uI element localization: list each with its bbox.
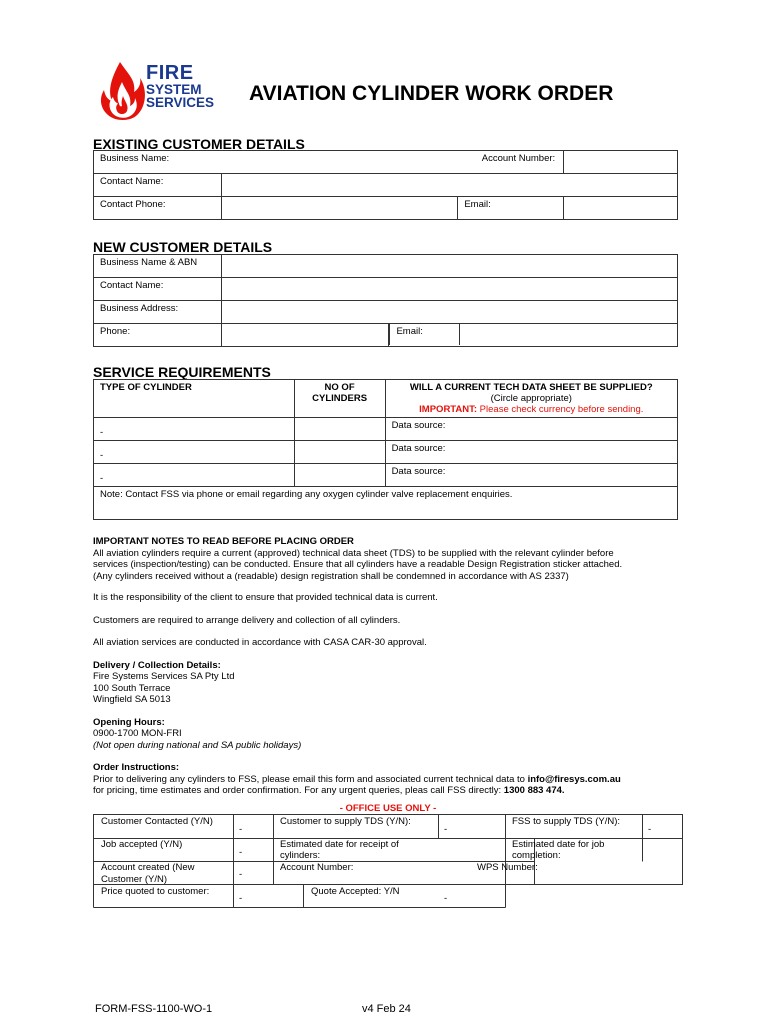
notes-p4: All aviation services are conducted in accordance with CASA CAR-30 approval. [93,637,427,648]
data-source-row-1[interactable] [385,418,677,441]
service-requirements-heading: SERVICE REQUIREMENTS [93,364,271,380]
data-source-label: Data source: [391,443,446,454]
fss-supply-tds-field[interactable]: - [648,824,652,835]
customer-supply-tds-label: Customer to supply TDS (Y/N): [280,816,411,827]
job-accepted-label: Job accepted (Y/N) [101,839,183,850]
job-accepted-field[interactable]: - [239,847,243,858]
important-text: Please check currency before sending. [477,404,644,415]
customer-contacted-label: Customer Contacted (Y/N) [101,816,213,827]
service-table [93,379,678,520]
order-line2 [93,785,693,797]
cylinder-type-row-3[interactable] [94,464,295,487]
est-receipt-line1: Estimated date for receipt of [280,839,399,850]
new-email-field[interactable] [389,324,678,347]
cylinder-count-row-3[interactable] [294,464,385,487]
notes-heading: IMPORTANT NOTES TO READ BEFORE PLACING ORDER [93,536,354,547]
page-title: AVIATION CYLINDER WORK ORDER [249,82,614,105]
est-receipt-label [280,839,399,861]
logo-line-1: FIRE [146,62,194,84]
existing-customer-heading: EXISTING CUSTOMER DETAILS [93,136,305,152]
data-source-row-3[interactable] [385,464,677,487]
email-field[interactable] [564,197,678,220]
order-line1 [93,774,693,786]
new-customer-heading: NEW CUSTOMER DETAILS [93,239,273,255]
form-id: FORM-FSS-1100-WO-1 [95,1003,213,1015]
account-number-field[interactable] [564,151,678,174]
notes-p1-line2: services (inspection/testing) can be conducted. Ensure that all cylinders have a readable Design Registration sticker attached. [93,559,623,570]
est-completion-line1: Estimated date for job [512,839,605,850]
circle-note: (Circle appropriate) [490,393,572,404]
row-2-dash: - [100,450,104,461]
cylinder-count-row-2[interactable] [294,441,385,464]
cylinder-type-row-2[interactable] [94,441,295,464]
office-use-heading: - OFFICE USE ONLY - [339,803,437,814]
business-address-label: Business Address: [94,301,222,324]
oxygen-note: Note: Contact FSS via phone or email regarding any oxygen cylinder valve replacement enquiries. [94,487,678,520]
business-abn-label: Business Name & ABN [94,255,222,278]
new-email-label: Email: [389,324,460,345]
new-contact-name-label: Contact Name: [94,278,222,301]
est-receipt-line2: cylinders: [280,850,321,861]
delivery-line2: 100 South Terrace [93,682,171,694]
hours-line2: (Not open during national and SA public holidays) [93,739,302,751]
contact-phone-label: Contact Phone: [94,197,222,220]
business-name-label: Business Name: [100,153,170,164]
office-use-table [93,814,683,908]
flame-icon [98,60,148,122]
delivery-line1: Fire Systems Services SA Pty Ltd [93,671,235,682]
account-created-label [101,862,194,885]
price-quoted-label: Price quoted to customer: [101,886,210,897]
office-account-number-label: Account Number: [280,862,354,873]
logo-text [146,64,214,109]
order-email-link[interactable]: info@firesys.com.au [527,773,621,785]
order-heading: Order Instructions: [93,762,180,773]
notes-p3: Customers are required to arrange delivery and collection of all cylinders. [93,614,401,626]
col-type-header: TYPE OF CYLINDER [94,380,295,418]
est-completion-line2: completion: [512,850,561,861]
col-tds-header [385,380,677,418]
row-1-dash: - [100,427,104,438]
important-notes [93,536,693,797]
contact-phone-field[interactable] [221,197,458,220]
col-number-line2: CYLINDERS [312,393,368,404]
order-line1-text: Prior to delivering any cylinders to FSS, please email this form and associated current technical data to [93,773,528,785]
delivery-line3: Wingfield SA 5013 [93,694,171,705]
col-number-header [294,380,385,418]
important-note [392,404,671,415]
cylinder-count-row-1[interactable] [294,418,385,441]
contact-name-field[interactable] [221,174,677,197]
data-source-label: Data source: [391,466,446,477]
order-phone: 1300 883 474. [503,785,565,796]
account-created-line1: Account created (New [101,862,195,873]
order-line2-text: for pricing, time estimates and order confirmation. For any urgent queries, pleas call FSS directly: [93,785,504,796]
hours-heading: Opening Hours: [93,716,165,728]
important-label: IMPORTANT: [419,404,478,415]
business-name-field[interactable] [94,151,564,174]
email-label: Email: [458,197,564,220]
new-contact-name-field[interactable] [221,278,677,301]
business-address-field[interactable] [221,301,677,324]
notes-p1-line1: All aviation cylinders require a current (approved) technical data sheet (TDS) to be supplied with the relevant cylinder before [93,547,614,559]
logo-line-2: SYSTEM [146,82,202,97]
data-source-row-2[interactable] [385,441,677,464]
existing-customer-table [93,150,678,220]
notes-p1-line3: (Any cylinders received without a (readable) design registration shall be condemned in accordance with AS 2337) [93,570,569,582]
price-quoted-field[interactable]: - [239,893,243,904]
notes-p2: It is the responsibility of the client to ensure that provided technical data is current. [93,592,438,603]
contact-name-label: Contact Name: [94,174,222,197]
quote-accepted-label: Quote Accepted: Y/N [311,886,400,897]
customer-contacted-field[interactable]: - [239,824,243,835]
row-3-dash: - [100,473,104,484]
account-created-line2: Customer (Y/N) [101,873,167,885]
est-completion-label [512,839,604,861]
new-customer-table [93,254,678,347]
tds-question: WILL A CURRENT TECH DATA SHEET BE SUPPLIED? [409,382,653,393]
form-version: v4 Feb 24 [362,1003,411,1015]
phone-field[interactable] [221,324,389,347]
phone-label: Phone: [94,324,222,347]
quote-accepted-field[interactable]: - [444,893,448,904]
business-abn-field[interactable] [221,255,677,278]
fss-supply-tds-label: FSS to supply TDS (Y/N): [512,816,621,827]
hours-line1: 0900-1700 MON-FRI [93,728,182,739]
company-logo [98,60,218,122]
account-number-label: Account Number: [481,153,556,164]
cylinder-type-row-1[interactable] [94,418,295,441]
logo-line-3: SERVICES [146,95,215,110]
delivery-heading: Delivery / Collection Details: [93,659,221,671]
data-source-label: Data source: [391,420,446,431]
customer-supply-tds-field[interactable]: - [444,824,448,835]
wps-number-label: WPS Number: [477,862,538,873]
account-created-field[interactable]: - [239,869,243,880]
col-number-line1: NO OF [324,382,355,393]
